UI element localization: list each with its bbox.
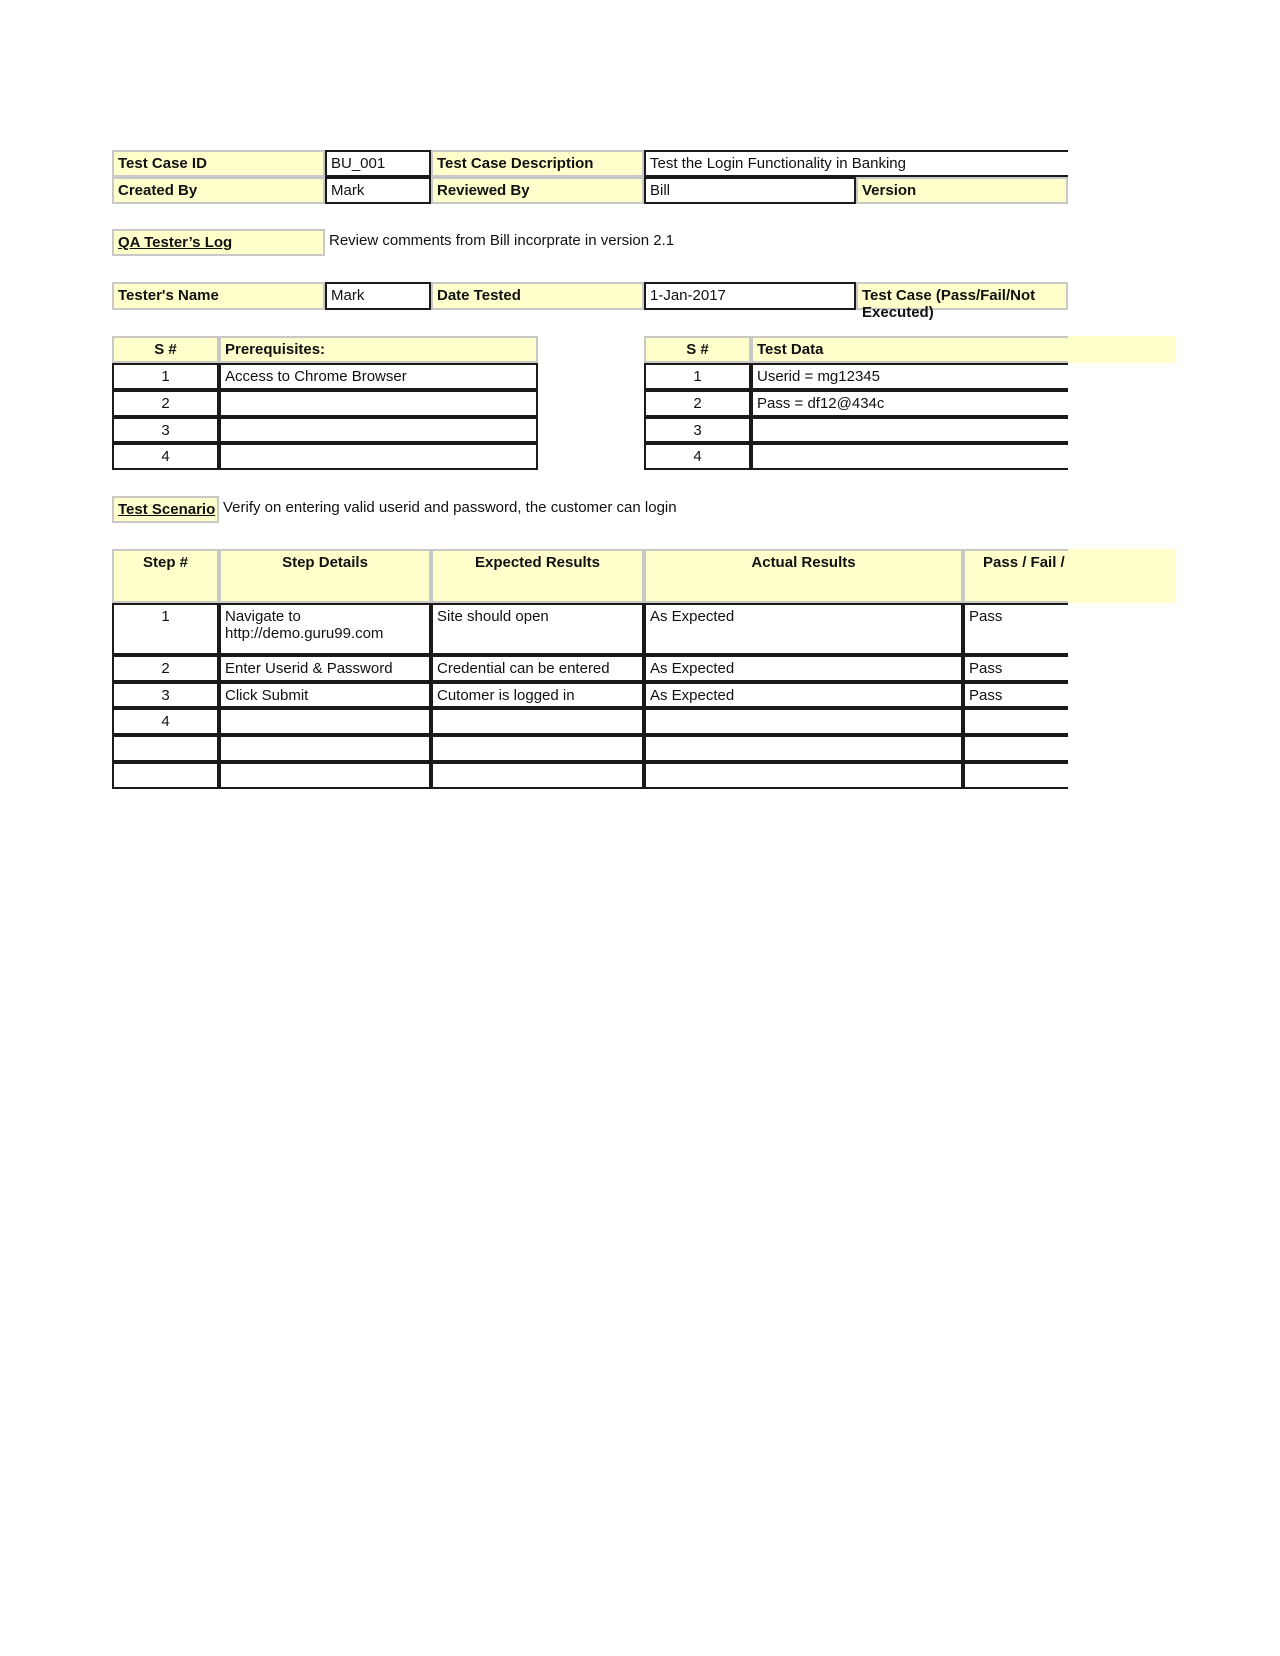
created-by-label: Created By bbox=[112, 177, 325, 204]
step-details[interactable]: Enter Userid & Password bbox=[219, 655, 431, 682]
pass-fail-result[interactable]: Pass bbox=[963, 655, 1068, 682]
testers-name-label: Tester's Name bbox=[112, 282, 325, 310]
reviewed-by-label: Reviewed By bbox=[431, 177, 644, 204]
actual-results-header: Actual Results bbox=[644, 549, 963, 603]
step-num-header: Step # bbox=[112, 549, 219, 603]
version-label: Version bbox=[856, 177, 1068, 204]
step-details[interactable] bbox=[219, 708, 431, 735]
expected-result[interactable] bbox=[431, 762, 644, 789]
qa-testers-log-label: QA Tester’s Log bbox=[112, 229, 325, 256]
pass-fail-result[interactable]: Pass bbox=[963, 682, 1068, 708]
test-data-header-overflow bbox=[1068, 336, 1175, 363]
created-by-value[interactable]: Mark bbox=[325, 177, 431, 204]
step-details[interactable]: Navigate to http://demo.guru99.com bbox=[219, 603, 431, 655]
prerequisite-num: 1 bbox=[112, 363, 219, 390]
pass-fail-result[interactable] bbox=[963, 708, 1068, 735]
pass-fail-result[interactable]: Pass bbox=[963, 603, 1068, 655]
step-details-header: Step Details bbox=[219, 549, 431, 603]
test-case-status-label: Test Case (Pass/Fail/Not Executed) bbox=[856, 282, 1068, 310]
test-data-num: 3 bbox=[644, 417, 751, 443]
actual-result[interactable] bbox=[644, 762, 963, 789]
step-num: 3 bbox=[112, 682, 219, 708]
qa-testers-log-text[interactable]: Review comments from Bill incorprate in version 2.1 bbox=[329, 232, 675, 249]
expected-results-header: Expected Results bbox=[431, 549, 644, 603]
reviewed-by-value[interactable]: Bill bbox=[644, 177, 856, 204]
test-case-id-value[interactable]: BU_001 bbox=[325, 150, 431, 177]
prerequisite-text[interactable]: Access to Chrome Browser bbox=[219, 363, 538, 390]
test-data-num: 2 bbox=[644, 390, 751, 417]
step-details[interactable] bbox=[219, 735, 431, 762]
actual-result[interactable] bbox=[644, 708, 963, 735]
expected-result[interactable]: Credential can be entered bbox=[431, 655, 644, 682]
test-data-num-header: S # bbox=[644, 336, 751, 363]
test-case-id-label: Test Case ID bbox=[112, 150, 325, 177]
test-data-num: 1 bbox=[644, 363, 751, 390]
test-data-text[interactable]: Userid = mg12345 bbox=[751, 363, 1068, 390]
prerequisite-text[interactable] bbox=[219, 417, 538, 443]
actual-result[interactable]: As Expected bbox=[644, 655, 963, 682]
actual-result[interactable] bbox=[644, 735, 963, 762]
pass-fail-header: Pass / Fail / bbox=[963, 549, 1068, 603]
date-tested-value[interactable]: 1-Jan-2017 bbox=[644, 282, 856, 310]
pass-fail-header-overflow bbox=[1068, 549, 1175, 603]
date-tested-label: Date Tested bbox=[431, 282, 644, 310]
expected-result[interactable] bbox=[431, 735, 644, 762]
step-num: 1 bbox=[112, 603, 219, 655]
expected-result[interactable]: Site should open bbox=[431, 603, 644, 655]
testers-name-value[interactable]: Mark bbox=[325, 282, 431, 310]
pass-fail-result[interactable] bbox=[963, 762, 1068, 789]
test-case-description-label: Test Case Description bbox=[431, 150, 644, 177]
expected-result[interactable]: Cutomer is logged in bbox=[431, 682, 644, 708]
prerequisite-text[interactable] bbox=[219, 390, 538, 417]
actual-result[interactable]: As Expected bbox=[644, 603, 963, 655]
step-num: 4 bbox=[112, 708, 219, 735]
step-num: 2 bbox=[112, 655, 219, 682]
test-data-header: Test Data bbox=[751, 336, 1068, 363]
test-data-text[interactable] bbox=[751, 417, 1068, 443]
test-scenario-text[interactable]: Verify on entering valid userid and password, the customer can login bbox=[223, 499, 677, 516]
step-details[interactable]: Click Submit bbox=[219, 682, 431, 708]
actual-result[interactable]: As Expected bbox=[644, 682, 963, 708]
test-data-text[interactable]: Pass = df12@434c bbox=[751, 390, 1068, 417]
prerequisite-text[interactable] bbox=[219, 443, 538, 470]
prerequisites-num-header: S # bbox=[112, 336, 219, 363]
step-details[interactable] bbox=[219, 762, 431, 789]
expected-result[interactable] bbox=[431, 708, 644, 735]
test-data-num: 4 bbox=[644, 443, 751, 470]
prerequisite-num: 4 bbox=[112, 443, 219, 470]
pass-fail-result[interactable] bbox=[963, 735, 1068, 762]
step-num bbox=[112, 762, 219, 789]
prerequisites-header: Prerequisites: bbox=[219, 336, 538, 363]
prerequisite-num: 3 bbox=[112, 417, 219, 443]
test-scenario-label: Test Scenario bbox=[112, 496, 219, 523]
test-case-description-value[interactable]: Test the Login Functionality in Banking bbox=[644, 150, 1068, 177]
prerequisite-num: 2 bbox=[112, 390, 219, 417]
step-num bbox=[112, 735, 219, 762]
test-data-text[interactable] bbox=[751, 443, 1068, 470]
